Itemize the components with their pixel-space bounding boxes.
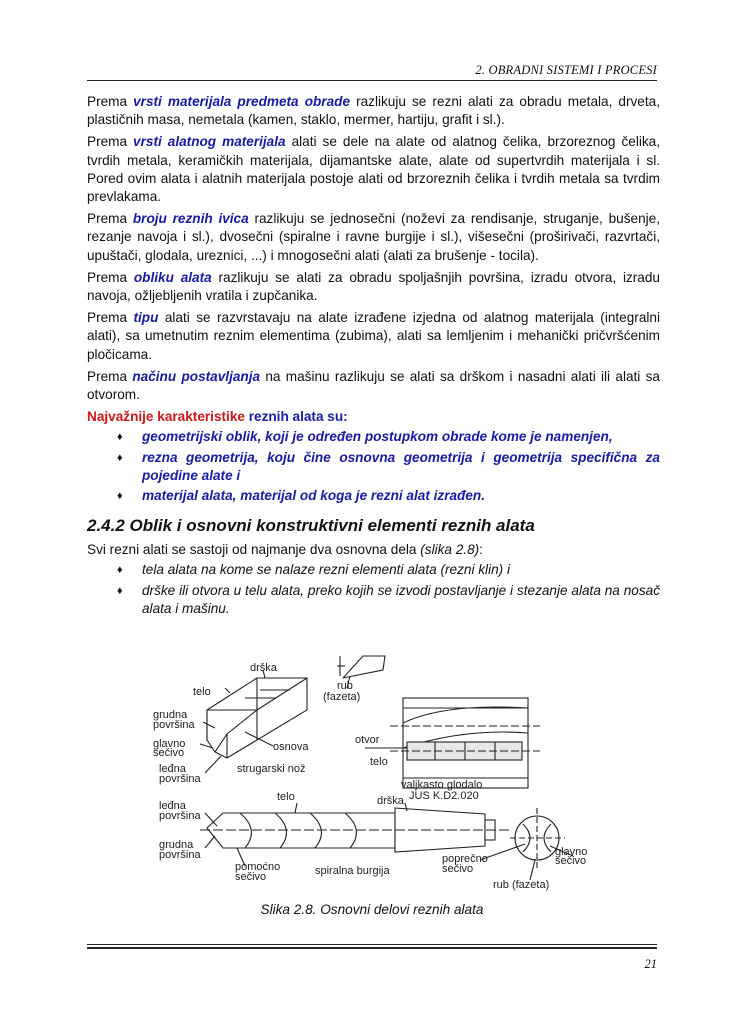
label-telo-burgija: telo	[277, 791, 295, 803]
list-item	[87, 561, 660, 579]
edge-detail-drawing	[337, 656, 385, 678]
list-item-text: rezna geometrija, koju čine osnovna geometrija i geometrija specifična za pojedine alate i	[142, 449, 660, 483]
paragraph-shape	[87, 269, 660, 305]
key-features-list	[87, 428, 660, 505]
label-secivo: sečivo	[153, 747, 185, 759]
highlight-term: vrsti materijala predmeta obrade	[133, 94, 351, 109]
text: Prema	[87, 94, 134, 109]
header-rule	[87, 80, 657, 81]
label-grudna-2: grudna	[159, 839, 194, 851]
text: Svi rezni alati se sastoji od najmanje dva osnovna dela	[87, 542, 421, 558]
label-telo-glodalo: telo	[370, 756, 388, 768]
label-rub-fazeta: rub (fazeta)	[493, 879, 550, 891]
text: razlikuju se alati za obradu spoljašnjih površina, izradu otvora, izradu navoja, ožljebljenih vratila i zupčanika.	[87, 269, 660, 304]
paragraph-type	[87, 309, 660, 364]
label-telo: telo	[193, 686, 211, 698]
label-ledna-2: leđna	[159, 800, 186, 812]
label-pomocno: pomoćno	[235, 861, 281, 873]
highlight-term: vrsti alatnog materijala	[133, 134, 286, 150]
page-body	[87, 93, 660, 620]
text: razlikuju se jednosečni (noževi za rendisanje, struganje, bušenje, rezanje navoja i sl.), dvosečni (spiralne i ravne burgije i sl.), višesečni (proširivači, razvrtači, upuštači, glodala, ureznici, ...) i mnogosečni alati (alati za brušenje - tocila).	[87, 211, 660, 263]
label-povrsina: površina	[153, 719, 195, 731]
label-jus: JUS K.D2.020	[409, 790, 479, 802]
label-poprecno: poprečno	[442, 853, 488, 865]
label-glavno: glavno	[153, 738, 186, 750]
label-ledna: leđna	[159, 763, 186, 775]
label-fazeta: (fazeta)	[323, 691, 361, 703]
figure-reference: (slika 2.8)	[420, 542, 480, 558]
section-intro	[87, 541, 660, 559]
list-item-text: materijal alata, materijal od koga je rezni alat izrađen.	[142, 488, 485, 504]
paragraph-cutting-edges	[87, 210, 660, 265]
label-drska: drška	[250, 662, 277, 674]
label-spiralna-burgija: spiralna burgija	[315, 865, 390, 877]
label-povrsina-2: površina	[159, 810, 201, 822]
footer-rule-thick	[87, 947, 657, 949]
text: na mašinu razlikuju se alati sa drškom i nasadni alati ili alati sa otvorom.	[87, 368, 660, 403]
list-item	[87, 428, 660, 446]
label-secivo-3: sečivo	[442, 863, 474, 875]
heading-red: Najvažnije karakteristike	[87, 409, 245, 425]
text: alati se dele na alate od alatnog čelika, brzoreznog čelika, tvrdih metala, keramičkih materijala, dijamantske alate, alate od supertvrdih materijala i sl. Pored ovim alata i alatnih materijala postoje alati od brzoreznih čelika i tvrdih metala sa tvrdim prevlakama.	[87, 134, 660, 205]
text: Prema	[87, 134, 134, 150]
list-item	[87, 449, 660, 485]
page-number: 21	[644, 957, 657, 971]
label-osnova: osnova	[273, 741, 309, 753]
diamond-bullet-icon: ♦	[117, 564, 123, 577]
highlight-term: broju reznih ivica	[132, 211, 249, 227]
text: razlikuju se rezni alati za obradu metala, drveta, plastičnih masa, nemetala (kamen, staklo, mermer, hartiju, grafit i sl.).	[87, 94, 660, 128]
label-povrsina-3: površina	[159, 849, 201, 861]
highlight-term: obliku alata	[133, 269, 212, 285]
figure-caption: Slika 2.8. Osnovni delovi reznih alata	[260, 902, 484, 917]
section-list	[87, 561, 660, 618]
label-povrsina: površina	[159, 773, 201, 785]
footer-rule	[87, 944, 657, 945]
list-item-text: geometrijski oblik, koji je određen postupkom obrade kome je namenjen,	[142, 429, 613, 445]
highlight-term: tipu	[133, 310, 159, 326]
paragraph-tool-material	[87, 133, 660, 206]
label-glavno-2: glavno	[555, 846, 588, 858]
label-otvor: otvor	[355, 734, 380, 746]
label-strugarski-noz: strugarski nož	[237, 763, 306, 775]
label-drska-burgija: drška	[377, 795, 404, 807]
milling-cutter-drawing	[390, 698, 540, 788]
key-features-heading	[87, 408, 660, 426]
label-grudna: grudna	[153, 709, 188, 721]
list-item-text: drške ili otvora u telu alata, preko kojih se izvodi postavljanje i stezanje alata na nosač alata i mašinu.	[142, 582, 660, 616]
text: :	[479, 542, 483, 558]
list-item	[87, 487, 660, 505]
heading-blue: reznih alata su:	[244, 409, 348, 425]
list-item	[87, 582, 660, 618]
list-item-text: tela alata na kome se nalaze rezni elementi alata (rezni klin) i	[142, 562, 510, 578]
label-rub: rub	[337, 680, 353, 692]
text: Prema	[87, 368, 133, 384]
running-header: 2. OBRADNI SISTEMI I PROCESI	[475, 63, 657, 77]
diamond-bullet-icon: ♦	[117, 431, 123, 444]
diamond-bullet-icon: ♦	[117, 584, 123, 597]
section-heading: 2.4.2 Oblik i osnovni konstruktivni elementi reznih alata	[87, 516, 535, 536]
diamond-bullet-icon: ♦	[117, 451, 123, 464]
text: Prema	[87, 211, 133, 227]
paragraph-mounting	[87, 368, 660, 404]
highlight-term: načinu postavljanja	[132, 368, 261, 384]
label-secivo-4: sečivo	[555, 855, 587, 867]
paragraph-material	[87, 93, 660, 129]
label-valjkasto-glodalo: valjkasto glodalo	[401, 779, 483, 791]
text: Prema	[87, 310, 134, 326]
diamond-bullet-icon: ♦	[117, 490, 123, 503]
text: Prema	[87, 269, 134, 285]
label-secivo-2: sečivo	[235, 871, 267, 883]
figure-cutting-tools	[145, 648, 615, 898]
twist-drill-drawing	[200, 808, 510, 852]
text: alati se razvrstavaju na alate izrađene izjedna od alatnog materijala (integralni alati), sa umetnutim reznim elementima (zubima), alati sa lemljenim i mehanički pričvršćenim pločicama.	[87, 310, 660, 362]
